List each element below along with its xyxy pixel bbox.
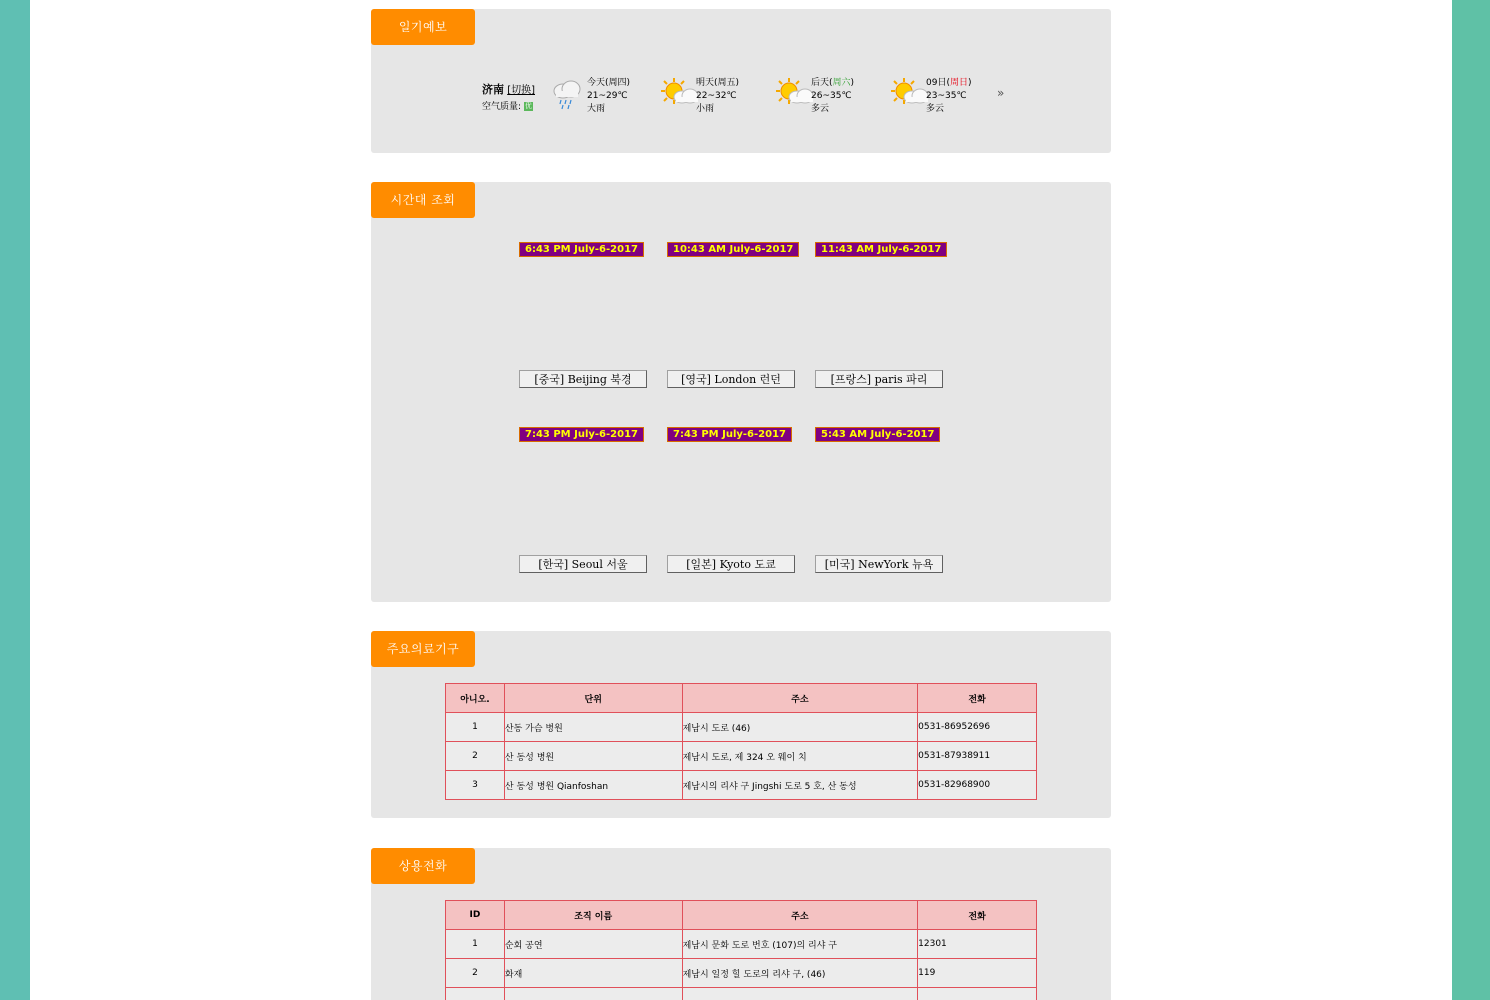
day-name: 明天 <box>696 78 715 88</box>
table-row <box>446 930 1037 959</box>
medical-panel <box>371 631 1111 818</box>
column-header: 아니오. <box>446 684 505 713</box>
cell-org: 순회 공연 <box>504 930 682 959</box>
cell-id: 2 <box>446 959 505 988</box>
phones-tab[interactable]: 상용전화 <box>371 848 475 884</box>
cell-address <box>682 988 918 1000</box>
cell-address: 제남시 도로, 제 324 오 웨이 치 <box>682 742 918 771</box>
forecast-day <box>660 77 770 121</box>
day-desc: 大雨 <box>587 104 606 114</box>
table-row <box>446 988 1037 1000</box>
cell-address: 제남시 문화 도로 번호 (107)의 리샤 구 <box>682 930 918 959</box>
sun-cloud-icon <box>660 77 700 107</box>
cell-phone <box>918 988 1037 1000</box>
cell-phone: 12301 <box>918 930 1037 959</box>
more-forecast-link[interactable]: » <box>997 86 1005 100</box>
forecast-day <box>890 77 1000 121</box>
clock-seoul: 7:43 PM July-6-2017 <box>519 427 644 442</box>
weather-panel <box>371 9 1111 153</box>
table-row <box>446 713 1037 742</box>
cell-unit: 산동 가슴 병원 <box>504 713 682 742</box>
day-desc: 多云 <box>926 104 945 114</box>
zone-button-paris[interactable]: [프랑스] paris 파리 <box>815 370 943 388</box>
clock-beijing: 6:43 PM July-6-2017 <box>519 242 644 257</box>
column-header: 전화 <box>918 684 1037 713</box>
day-week-close: ) <box>967 78 972 88</box>
day-name: 后天 <box>811 78 830 88</box>
column-header: 단위 <box>504 684 682 713</box>
zone-button-kyoto[interactable]: [일본] Kyoto 도쿄 <box>667 555 795 573</box>
phones-table <box>445 900 1037 1000</box>
phones-panel <box>371 848 1111 1000</box>
day-temp: 23~35℃ <box>926 91 967 101</box>
day-week: (周五) <box>714 78 740 88</box>
timezone-tab[interactable]: 시간대 조회 <box>371 182 475 218</box>
zone-button-seoul[interactable]: [한국] Seoul 서울 <box>519 555 647 573</box>
medical-table <box>445 683 1037 800</box>
day-name: 今天 <box>587 78 606 88</box>
clock-london: 10:43 AM July-6-2017 <box>667 242 799 257</box>
cell-phone: 0531-86952696 <box>918 713 1037 742</box>
sun-cloud-icon <box>775 77 815 107</box>
air-quality-badge: 优 <box>524 102 532 110</box>
forecast-text <box>811 77 854 116</box>
cell-no: 3 <box>446 771 505 800</box>
air-quality-label: 空气质量: <box>482 102 522 112</box>
forecast-text <box>696 77 739 116</box>
column-header: 주소 <box>682 901 918 930</box>
air-quality <box>482 99 533 112</box>
column-header: ID <box>446 901 505 930</box>
column-header: 전화 <box>918 901 1037 930</box>
clock-kyoto: 7:43 PM July-6-2017 <box>667 427 792 442</box>
column-header: 주소 <box>682 684 918 713</box>
day-temp: 22~32℃ <box>696 91 737 101</box>
cell-id <box>446 988 505 1000</box>
cell-unit: 산 동성 병원 <box>504 742 682 771</box>
timezone-panel <box>371 182 1111 602</box>
day-desc: 小雨 <box>696 104 715 114</box>
cell-id: 1 <box>446 930 505 959</box>
day-week: (周四) <box>605 78 631 88</box>
medical-tab[interactable]: 주요의료기구 <box>371 631 475 667</box>
forecast-text <box>587 77 630 116</box>
zone-button-beijing[interactable]: [중국] Beijing 북경 <box>519 370 647 388</box>
forecast-day <box>551 77 661 121</box>
table-row <box>446 742 1037 771</box>
city-name: 济南 <box>482 83 504 96</box>
city-switch-link[interactable]: [切换] <box>507 85 535 96</box>
zone-button-london[interactable]: [영국] London 런던 <box>667 370 795 388</box>
cell-org <box>504 988 682 1000</box>
day-week-open: ( <box>946 78 950 88</box>
column-header: 조직 이름 <box>504 901 682 930</box>
day-name: 09日 <box>926 78 947 88</box>
forecast-day <box>775 77 885 121</box>
table-header-row <box>446 684 1037 713</box>
day-temp: 21~29℃ <box>587 91 628 101</box>
cell-address: 제남시 일정 힐 도로의 리샤 구, (46) <box>682 959 918 988</box>
cell-phone: 0531-82968900 <box>918 771 1037 800</box>
rain-cloud-icon <box>551 77 583 111</box>
day-week-close: ) <box>850 78 855 88</box>
forecast-text <box>926 77 972 116</box>
clock-newyork: 5:43 AM July-6-2017 <box>815 427 940 442</box>
day-week: 周日 <box>949 78 968 88</box>
weather-tab[interactable]: 일기예보 <box>371 9 475 45</box>
cell-no: 1 <box>446 713 505 742</box>
table-row <box>446 959 1037 988</box>
cell-phone: 119 <box>918 959 1037 988</box>
clock-paris: 11:43 AM July-6-2017 <box>815 242 947 257</box>
cell-address: 제남시의 리샤 구 Jingshi 도로 5 호, 산 동성 <box>682 771 918 800</box>
cell-address: 제남시 도로 (46) <box>682 713 918 742</box>
cell-no: 2 <box>446 742 505 771</box>
cell-org: 화재 <box>504 959 682 988</box>
zone-button-newyork[interactable]: [미국] NewYork 뉴욕 <box>815 555 943 573</box>
day-week-open: ( <box>829 78 833 88</box>
day-week: 周六 <box>832 78 851 88</box>
cell-phone: 0531-87938911 <box>918 742 1037 771</box>
table-row <box>446 771 1037 800</box>
day-desc: 多云 <box>811 104 830 114</box>
table-header-row <box>446 901 1037 930</box>
cell-unit: 산 동성 병원 Qianfoshan <box>504 771 682 800</box>
sun-cloud-icon <box>890 77 930 107</box>
weather-city <box>482 81 535 97</box>
page <box>30 0 1452 1000</box>
day-temp: 26~35℃ <box>811 91 852 101</box>
